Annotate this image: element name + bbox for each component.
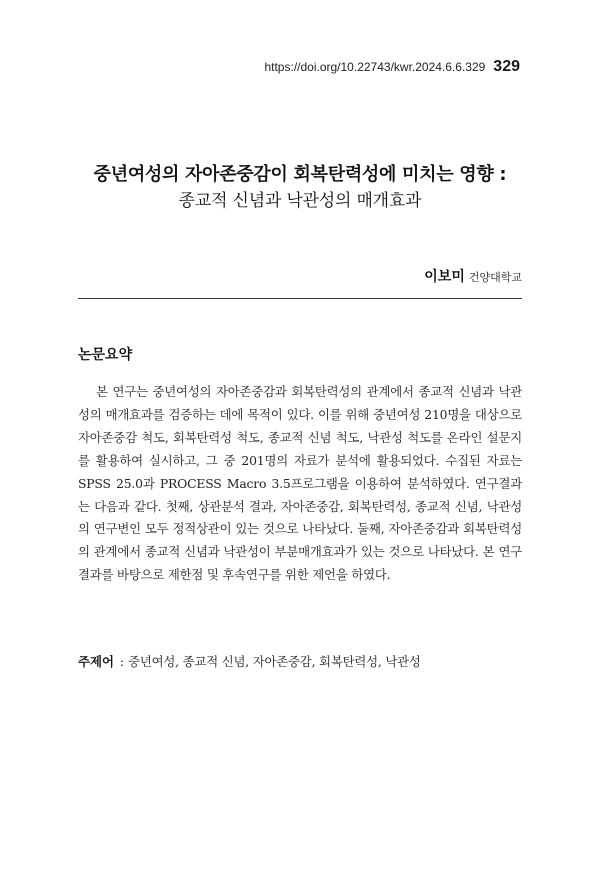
author-line xyxy=(0,266,522,286)
keywords-label: 주제어 xyxy=(78,654,114,669)
page-header xyxy=(0,56,520,76)
keywords-separator: : xyxy=(119,654,125,669)
paper-title xyxy=(0,162,600,214)
title-subtitle: 종교적 신념과 낙관성의 매개효과 xyxy=(178,191,422,211)
doi-link[interactable]: https://doi.org/10.22743/kwr.2024.6.6.329 xyxy=(264,60,486,74)
title-main: 중년여성의 자아존중감이 회복탄력성에 미치는 영향 : xyxy=(93,164,507,185)
keywords-line xyxy=(78,652,522,672)
divider-rule xyxy=(78,298,522,299)
keywords-text: 중년여성, 종교적 신념, 자아존중감, 회복탄력성, 낙관성 xyxy=(128,654,421,669)
abstract-body: 본 연구는 중년여성의 자아존중감과 회복탄력성의 관계에서 종교적 신념과 낙관성의 매개효과를 검증하는 데에 목적이 있다. 이를 위해 중년여성 210명을 대상으로 자아존중감 척도, 회복탄력성 척도, 종교적 신념 척도, 낙관성 척도를 온라인 설문지를 활용하여 실시하고, 그 중 201명의 자료가 분석에 활용되었다. 수집된 자료는 SPSS 25.0과 PROCESS Macro 3.5프로그램을 이용하여 분석하였다. 연구결과는 다음과 같다. 첫째, 상관분석 결과, 자아존중감, 회복탄력성, 종교적 신념, 낙관성의 연구변인 모두 정적상관이 있는 것으로 나타났다. 둘째, 자아존중감과 회복탄력성의 관계에서 종교적 신념과 낙관성이 부분매개효과가 있는 것으로 나타났다. 본 연구결과를 바탕으로 제한점 및 후속연구를 위한 제언을 하였다. xyxy=(78,384,522,583)
abstract-heading: 논문요약 xyxy=(78,347,133,363)
page-number: 329 xyxy=(493,58,520,75)
author-affiliation: 건양대학교 xyxy=(468,271,522,284)
author-name: 이보미 xyxy=(424,269,465,285)
